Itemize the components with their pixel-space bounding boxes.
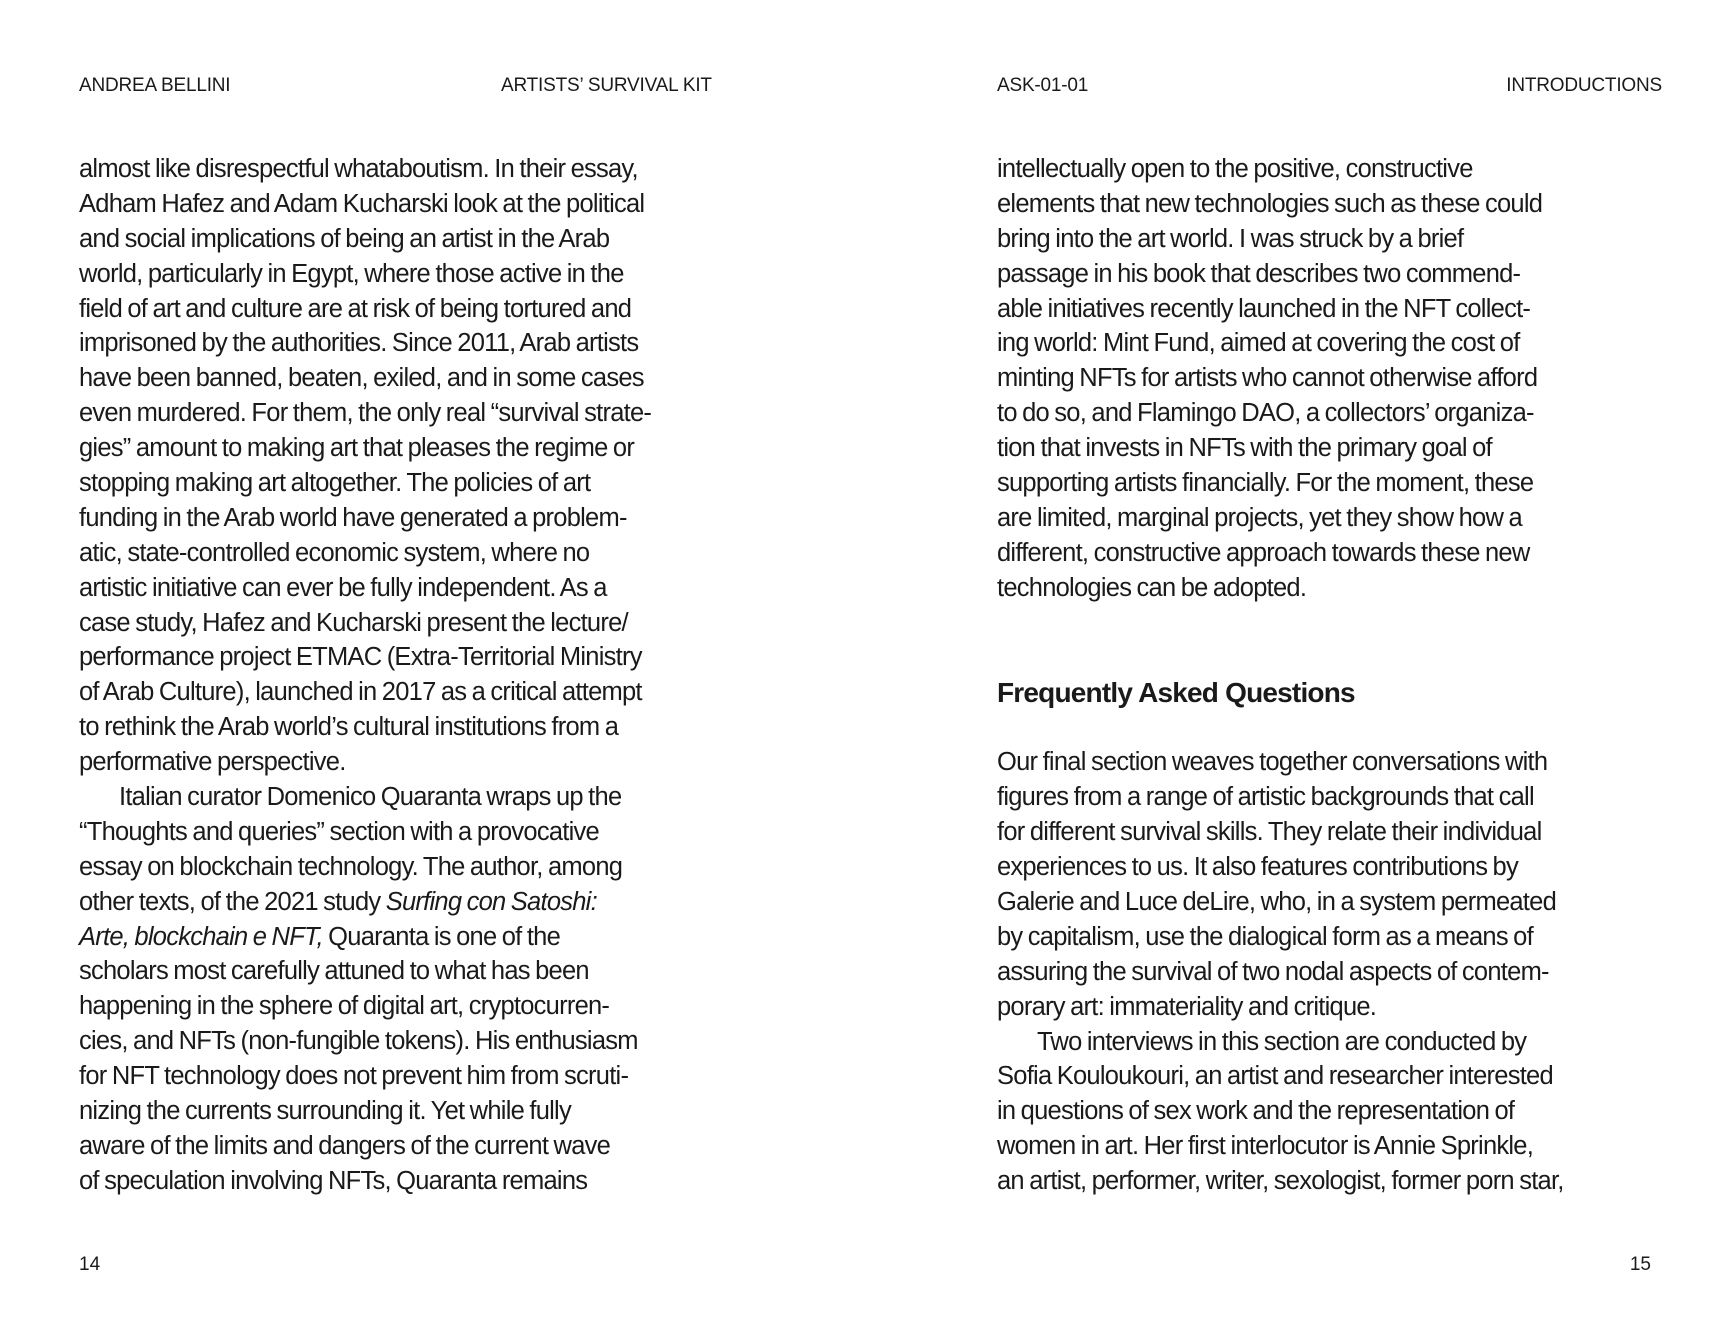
text-line: artistic initiative can ever be fully independent. As a	[79, 573, 607, 602]
section-gap	[997, 710, 1667, 745]
text-line: and social implications of being an artist in the Arab	[79, 224, 610, 253]
text-line: tion that invests in NFTs with the primary goal of	[997, 434, 1492, 463]
page-number: 14	[79, 1254, 101, 1275]
text-line: performance project ETMAC (Extra-Territorial Ministry	[79, 643, 642, 672]
text-line: almost like disrespectful whataboutism. In their essay,	[79, 155, 638, 183]
text-line: ing world: Mint Fund, aimed at covering the cost of	[997, 329, 1520, 358]
text-line: an artist, performer, writer, sexologist, former porn star,	[997, 1167, 1564, 1196]
text-line: nizing the currents surrounding it. Yet while fully	[79, 1097, 571, 1126]
text-line: bring into the art world. I was struck by a brief	[997, 224, 1464, 253]
text-line: by capitalism, use the dialogical form as a means of	[997, 922, 1533, 951]
text-line: gies” amount to making art that pleases the regime or	[79, 434, 635, 463]
text-line: in questions of sex work and the representation of	[997, 1097, 1515, 1126]
text-line: women in art. Her first interlocutor is Annie Sprinkle,	[997, 1132, 1534, 1161]
text-line: funding in the Arab world have generated a problem-	[79, 503, 627, 532]
text-line: porary art: immateriality and critique.	[997, 992, 1377, 1021]
text-line: atic, state-controlled economic system, where no	[79, 538, 590, 567]
text-line: scholars most carefully attuned to what has been	[79, 957, 589, 986]
italic-title: Arte, blockchain e NFT,	[79, 922, 323, 951]
paragraph-group	[997, 745, 1667, 1199]
text-line: field of art and culture are at risk of being tortured and	[79, 294, 632, 323]
section-heading: Frequently Asked Questions	[997, 676, 1355, 708]
text-line: of Arab Culture), launched in 2017 as a critical attempt	[79, 678, 642, 707]
text-line: supporting artists financially. For the moment, these	[997, 469, 1534, 498]
running-header-section: INTRODUCTIONS	[1506, 75, 1662, 96]
text-line: are limited, marginal projects, yet they show how a	[997, 503, 1522, 532]
text-line: Adham Hafez and Adam Kucharski look at the political	[79, 189, 645, 218]
text-line: Our final section weaves together conversations with	[997, 748, 1548, 777]
body-text-column	[79, 152, 749, 1199]
text-line: have been banned, beaten, exiled, and in some cases	[79, 364, 644, 393]
line-text: Two interviews in this section are conducted by	[1037, 1027, 1527, 1056]
text-line: even murdered. For them, the only real “survival strate-	[79, 399, 652, 428]
text-line: of speculation involving NFTs, Quaranta remains	[79, 1166, 588, 1195]
text-line: essay on blockchain technology. The author, among	[79, 852, 623, 881]
line-text: Italian curator Domenico Quaranta wraps up the	[119, 783, 622, 812]
text-line	[79, 920, 749, 955]
text-line: assuring the survival of two nodal aspects of contem-	[997, 957, 1549, 986]
page-number: 15	[1629, 1254, 1651, 1275]
right-page	[866, 0, 1732, 1338]
text-line: passage in his book that describes two commend-	[997, 259, 1521, 288]
text-line: elements that new technologies such as these could	[997, 189, 1543, 218]
text-line: for different survival skills. They relate their individual	[997, 818, 1542, 847]
running-header-book-title: ARTISTS’ SURVIVAL KIT	[501, 75, 712, 96]
italic-title: Surfing con Satoshi:	[385, 887, 597, 916]
text-line: Sofia Kouloukouri, an artist and researcher interested	[997, 1062, 1553, 1091]
text-line: to rethink the Arab world’s cultural institutions from a	[79, 713, 619, 742]
text-line: cies, and NFTs (non-fungible tokens). His enthusiasm	[79, 1027, 638, 1056]
body-text-column	[997, 152, 1667, 1199]
text-line: for NFT technology does not prevent him from scruti-	[79, 1062, 629, 1091]
text-line: aware of the limits and dangers of the current wave	[79, 1131, 611, 1160]
text-line: stopping making art altogether. The policies of art	[79, 469, 591, 498]
text-line: world, particularly in Egypt, where those active in the	[79, 259, 624, 288]
line-text: Quaranta is one of the	[322, 922, 561, 951]
text-line: intellectually open to the positive, constructive	[997, 155, 1473, 183]
text-line	[997, 1025, 1667, 1060]
text-line: performative perspective.	[79, 748, 346, 777]
text-line: case study, Hafez and Kucharski present the lecture/	[79, 608, 628, 637]
section-gap	[997, 606, 1667, 676]
text-line: Galerie and Luce deLire, who, in a system permeated	[997, 888, 1557, 917]
text-line: able initiatives recently launched in the NFT collect-	[997, 294, 1531, 323]
text-line: technologies can be adopted.	[997, 573, 1307, 602]
text-line	[79, 885, 749, 920]
text-line: minting NFTs for artists who cannot otherwise afford	[997, 364, 1538, 393]
running-header-author: ANDREA BELLINI	[79, 75, 231, 96]
paragraph-group	[997, 152, 1667, 606]
text-line: to do so, and Flamingo DAO, a collectors’ organiza-	[997, 399, 1534, 428]
text-line: figures from a range of artistic backgrounds that call	[997, 783, 1534, 812]
text-line: different, constructive approach towards these new	[997, 538, 1530, 567]
line-text: other texts, of the 2021 study	[79, 887, 386, 916]
text-line: imprisoned by the authorities. Since 2011, Arab artists	[79, 329, 639, 358]
text-line: “Thoughts and queries” section with a provocative	[79, 817, 599, 846]
text-line: happening in the sphere of digital art, cryptocurren-	[79, 992, 610, 1021]
running-header-code: ASK-01-01	[997, 75, 1089, 96]
text-line	[79, 780, 749, 815]
text-line: experiences to us. It also features contributions by	[997, 853, 1518, 882]
